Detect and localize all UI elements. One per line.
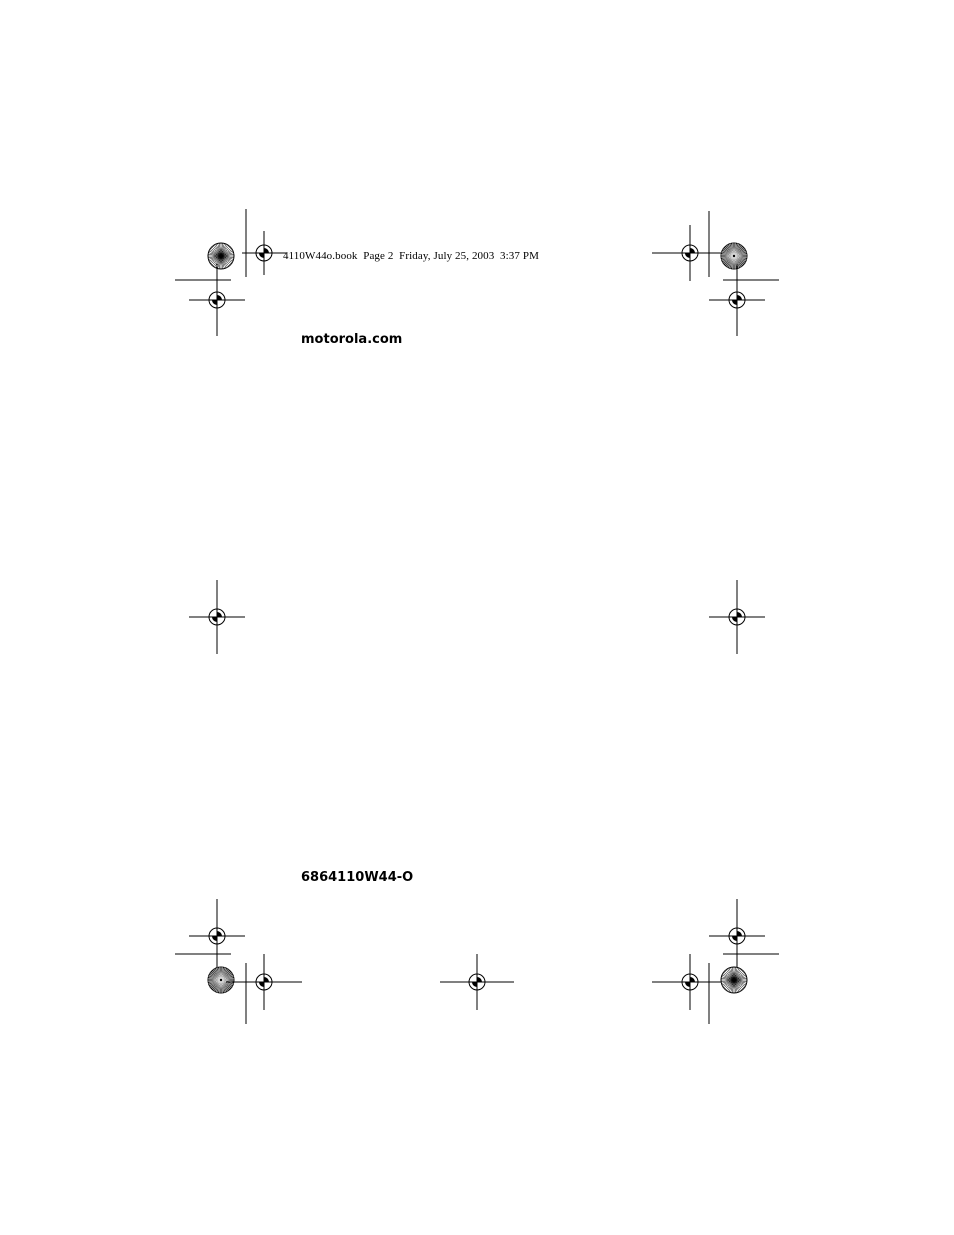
crosshair-target-icon [440,954,514,1010]
crosshair-target-icon [709,899,765,973]
starburst-target-icon [208,967,234,993]
crosshair-target-icon [242,231,286,275]
print-slug-line: 4110W44o.book Page 2 Friday, July 25, 2003 3:37 PM [283,250,539,262]
crosshair-target-icon [709,264,765,336]
brand-url: motorola.com [301,332,403,347]
starburst-target-icon [208,243,234,269]
part-number: 6864110W44-O [301,870,414,885]
starburst-target-icon [721,243,747,269]
crosshair-target-icon [652,954,728,1010]
crosshair-target-icon [189,899,245,973]
crosshair-target-icon [709,580,765,654]
starburst-target-icon [721,967,747,993]
crosshair-target-icon [189,264,245,336]
crosshair-target-icon [226,954,302,1010]
crosshair-target-icon [189,580,245,654]
crosshair-target-icon [652,225,728,281]
